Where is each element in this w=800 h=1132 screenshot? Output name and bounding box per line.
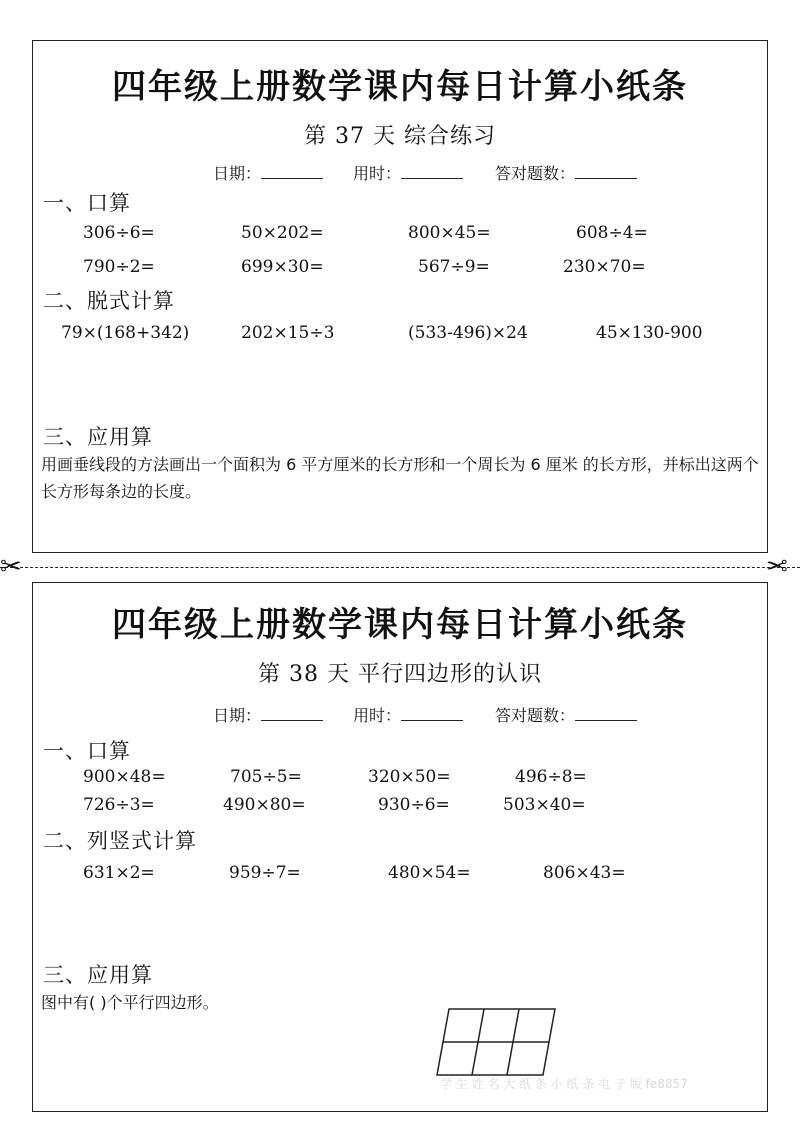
date-label: 日期： [213,706,262,725]
score-label: 答对题数： [495,164,576,183]
exercise-card-day37 [32,40,768,553]
watermark: 学 生 姓 名 大 纸 条 小 纸 条 电 子 版 fe8857 [440,1077,688,1091]
application-question: 用画垂线段的方法画出一个面积为 6 平方厘米的长方形和一个周长为 6 厘米 的长方形，并标出这两个长方形每条边的长度。 [41,455,759,501]
problem: 900×48= [83,767,166,787]
problem: 608÷4= [576,223,648,243]
section-application-heading: 三、应用算 [43,963,153,987]
problem: 726÷3= [83,795,155,815]
problem: 503×40= [503,795,586,815]
score-label: 答对题数： [495,706,576,725]
problem: 320×50= [368,767,451,787]
sheet-subtitle: 第 38 天 平行四边形的认识 [258,662,542,687]
exercise-card-day38 [32,582,768,1112]
problem: 79×(168+342) [61,323,190,343]
cut-line [0,567,800,568]
score-blank[interactable] [575,706,637,721]
time-blank[interactable] [401,164,463,179]
parallelogram-grid-figure [431,1007,561,1079]
sheet-title: 四年级上册数学课内每日计算小纸条 [112,605,688,645]
problem: 480×54= [388,863,471,883]
time-field[interactable] [353,703,463,726]
application-question: 图中有( )个平行四边形。 [41,993,219,1012]
problem: 490×80= [223,795,306,815]
problem: (533-496)×24 [408,323,528,343]
problem: 45×130-900 [596,323,703,343]
scissors-icon: ✂ [766,552,788,582]
section-stepwise-heading: 二、脱式计算 [43,289,175,313]
problem: 790÷2= [83,257,155,277]
problem: 631×2= [83,863,155,883]
problem: 306÷6= [83,223,155,243]
problem: 806×43= [543,863,626,883]
problem: 230×70= [563,257,646,277]
sheet-subtitle: 第 37 天 综合练习 [304,124,496,149]
problem: 496÷8= [515,767,587,787]
section-application-heading: 三、应用算 [43,425,153,449]
date-blank[interactable] [261,164,323,179]
problem: 50×202= [241,223,324,243]
problem: 959÷7= [229,863,301,883]
problem: 930÷6= [378,795,450,815]
date-blank[interactable] [261,706,323,721]
problem: 705÷5= [230,767,302,787]
score-field[interactable] [495,703,637,726]
date-field[interactable] [213,703,323,726]
sheet-title: 四年级上册数学课内每日计算小纸条 [112,67,688,107]
section-oral-heading: 一、口算 [43,191,131,215]
score-field[interactable] [495,161,637,184]
problem: 800×45= [408,223,491,243]
problem: 567÷9= [418,257,490,277]
date-label: 日期： [213,164,262,183]
time-label: 用时： [353,164,402,183]
time-field[interactable] [353,161,463,184]
section-oral-heading: 一、口算 [43,739,131,763]
problem: 699×30= [241,257,324,277]
problem: 202×15÷3 [241,323,335,343]
time-blank[interactable] [401,706,463,721]
time-label: 用时： [353,706,402,725]
date-field[interactable] [213,161,323,184]
scissors-icon: ✂ [0,552,22,582]
section-vertical-heading: 二、列竖式计算 [43,829,197,853]
score-blank[interactable] [575,164,637,179]
